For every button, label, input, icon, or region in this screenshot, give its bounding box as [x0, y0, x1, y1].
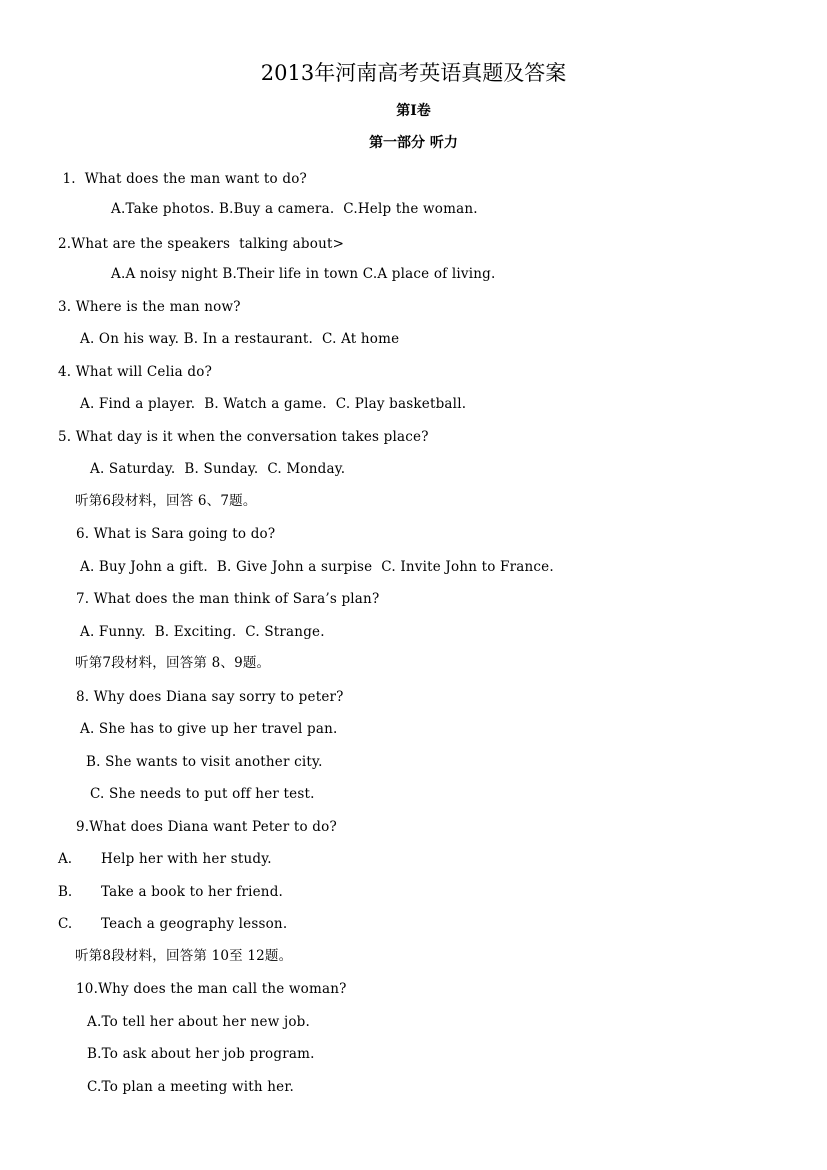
question-7-options: A. Funny. B. Exciting. C. Strange.: [80, 624, 325, 640]
question-10: 10.Why does the man call the woman?: [76, 981, 347, 997]
question-5: 5. What day is it when the conversation takes place?: [58, 429, 429, 445]
question-4-options: A. Find a player. B. Watch a game. C. Play basketball.: [80, 396, 467, 412]
question-3: 3. Where is the man now?: [58, 299, 241, 315]
volume-heading: 第I卷: [396, 103, 431, 119]
question-1-options: A.Take photos. B.Buy a camera. C.Help the woman.: [111, 201, 478, 217]
material-6-instruction: 听第6段材料，回答 6、7题。: [75, 493, 257, 509]
material-8-instruction: 听第8段材料，回答第 10至 12题。: [75, 948, 293, 964]
section-heading: 第一部分 听力: [369, 135, 458, 151]
document-title: 2013年河南高考英语真题及答案: [260, 61, 567, 85]
material-7-instruction: 听第7段材料，回答第 8、9题。: [75, 655, 271, 671]
question-8-option-b: B. She wants to visit another city.: [86, 754, 323, 770]
question-10-option-c: C.To plan a meeting with her.: [87, 1079, 295, 1095]
question-5-options: A. Saturday. B. Sunday. C. Monday.: [90, 461, 346, 477]
question-3-options: A. On his way. B. In a restaurant. C. At home: [80, 331, 400, 347]
question-2: 2.What are the speakers talking about>: [58, 236, 345, 252]
question-6-options: A. Buy John a gift. B. Give John a surpise C. Invite John to France.: [80, 559, 554, 575]
question-1: 1. What does the man want to do?: [58, 171, 307, 187]
question-9-option-a: Help her with her study.: [101, 851, 272, 867]
question-9-option-c: Teach a geography lesson.: [101, 916, 288, 932]
question-7: 7. What does the man think of Sara’s plan?: [76, 591, 380, 607]
question-8-option-c: C. She needs to put off her test.: [90, 786, 315, 802]
question-10-option-a: A.To tell her about her new job.: [87, 1014, 311, 1030]
question-9-option-b: Take a book to her friend.: [101, 884, 284, 900]
question-8: 8. Why does Diana say sorry to peter?: [76, 689, 344, 705]
question-6: 6. What is Sara going to do?: [76, 526, 276, 542]
question-9: 9.What does Diana want Peter to do?: [76, 819, 337, 835]
question-9-option-c-label: C.: [58, 916, 73, 932]
question-9-option-b-label: B.: [58, 884, 73, 900]
question-2-options: A.A noisy night B.Their life in town C.A place of living.: [111, 266, 496, 282]
question-8-option-a: A. She has to give up her travel pan.: [80, 721, 338, 737]
question-10-option-b: B.To ask about her job program.: [87, 1046, 315, 1062]
question-9-option-a-label: A.: [58, 851, 73, 867]
question-4: 4. What will Celia do?: [58, 364, 213, 380]
